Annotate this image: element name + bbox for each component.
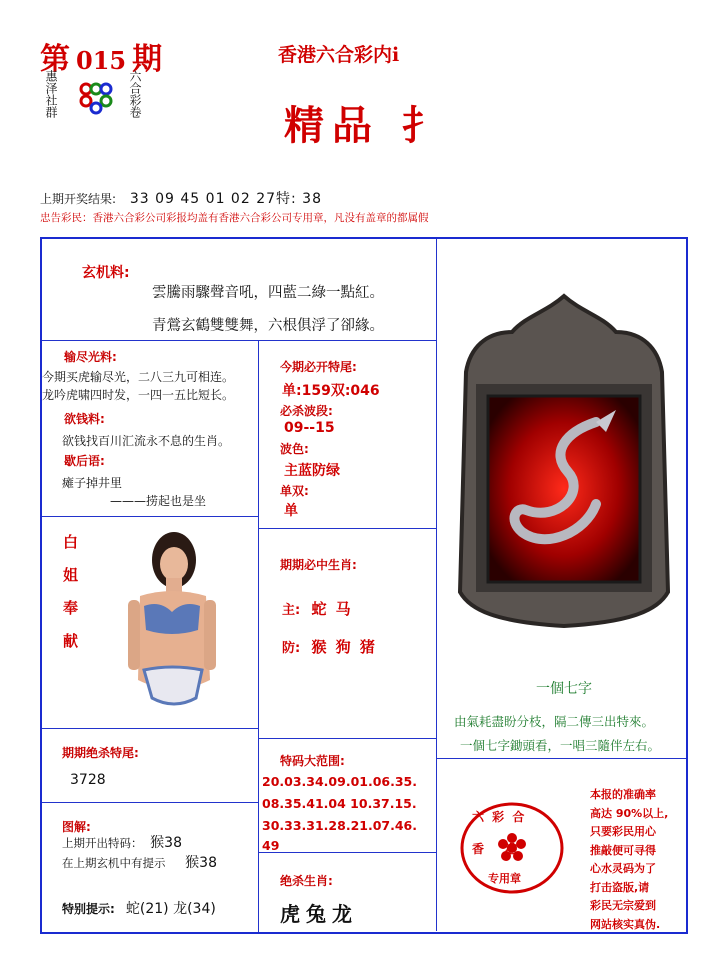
xiehou-line-1: 瘫子掉井里 (62, 476, 123, 490)
wave-label: 必杀波段: (280, 404, 333, 418)
xiehou-line-2: ———捞起也是坐 (110, 494, 207, 508)
girl-caption: 白姐奉献 (61, 534, 79, 666)
range-row-2: 08.35.41.04 10.37.15. (262, 796, 417, 811)
xuanji-line-2: 青鶯玄鶴雙雙舞，六根俱浮了卻緣。 (152, 318, 384, 334)
xuanji-label: 玄机料: (82, 265, 130, 281)
tujie-line-2-value: 猴38 (185, 855, 217, 871)
publication-title: 香港六合彩内i (278, 44, 400, 66)
single-value: 单 (284, 503, 298, 519)
dragon-frame-image (446, 292, 682, 628)
stamp-bottom-text: 专用章 (488, 872, 521, 885)
guard-value: 猴 狗 猪 (311, 638, 377, 656)
warning-notice: 忠告彩民：香港六合彩公司彩报均盖有香港六合彩公司专用章，凡没有盖章的都属假 (40, 212, 429, 224)
accuracy-line-6: 打击盗版,请 (590, 880, 650, 894)
range-label: 特码大范围: (280, 754, 345, 768)
qizi-title: 一個七字 (536, 681, 592, 697)
color-label: 波色: (280, 442, 309, 456)
last-draw-label: 上期开奖结果: (40, 192, 117, 206)
tujie-line-1 (62, 832, 182, 852)
qizi-line-1: 由氣耗盡盼分枝，隔二傳三出特來。 (454, 714, 655, 729)
main-label: 主: (282, 603, 301, 618)
shengxiao-main (282, 598, 353, 619)
kill-tail-value: 3728 (70, 772, 106, 788)
issue-title (40, 34, 162, 78)
kill-zodiac-value: 虎兔龙 (280, 902, 358, 926)
divider (258, 738, 436, 739)
color-value: 主蓝防绿 (284, 463, 340, 479)
tujie-line-1-text: 上期开出特码： (62, 836, 143, 850)
accuracy-line-5: 心水灵码为了 (590, 862, 656, 875)
xuanji-line-1: 雲騰雨驟聲音吼，四藍二綠一點紅。 (152, 285, 384, 301)
yuqian-text: 欲钱找百川汇流永不息的生肖。 (62, 434, 231, 448)
right-vertical-text: 六合彩卷 (128, 70, 142, 118)
divider (258, 340, 259, 932)
issue-suffix: 期 (132, 42, 163, 77)
range-row-4: 49 (262, 838, 280, 853)
shengxiao-guard (282, 636, 377, 657)
accuracy-line-2: 高达 90%以上, (590, 806, 669, 820)
kill-tail-label: 期期绝杀特尾: (62, 746, 139, 760)
today-tail-label: 今期必开特尾: (280, 360, 357, 374)
main-value: 蛇 马 (311, 600, 353, 618)
divider (42, 340, 436, 341)
shujin-line-2: 龙吟虎啸四时发，一四一五比短长。 (42, 388, 235, 402)
range-row-1: 20.03.34.09.01.06.35. (262, 774, 418, 789)
tip-label: 特别提示: (62, 902, 115, 916)
accuracy-line-4: 推敲便可寻得 (590, 843, 656, 857)
last-draw-numbers: 33 09 45 01 02 27特: 38 (129, 191, 322, 207)
big-title: 精品 扌 (284, 102, 450, 149)
wave-value: 09--15 (284, 420, 335, 436)
tujie-line-2 (62, 852, 217, 872)
accuracy-line-8: 网站核实真伪. (590, 917, 661, 931)
divider (258, 852, 436, 853)
issue-number: 015 (76, 46, 127, 75)
issue-prefix: 第 (40, 42, 70, 77)
rings-logo (78, 80, 114, 116)
kill-zodiac-label: 绝杀生肖: (280, 874, 333, 888)
range-row-3: 30.33.31.28.21.07.46. (262, 818, 418, 833)
stamp-top-text: 六 彩 合 (472, 810, 527, 824)
divider (42, 728, 258, 729)
yuqian-label: 欲钱料: (64, 412, 105, 426)
xiehou-label: 歇后语: (64, 454, 105, 468)
left-vertical-text: 惠泽社群 (44, 70, 58, 118)
shujin-line-1: 今期买虎输尽光，二八三九可相连。 (42, 370, 235, 384)
divider (42, 516, 258, 517)
single-label: 单双: (280, 484, 309, 498)
today-tail-value: 单:159双:046 (282, 383, 380, 399)
model-photo (122, 530, 218, 716)
divider (436, 239, 437, 931)
divider (436, 758, 686, 759)
tujie-line-1-value: 猴38 (150, 835, 182, 851)
accuracy-line-7: 彩民无宗爱到 (590, 899, 656, 912)
guard-label: 防: (282, 641, 301, 656)
accuracy-line-3: 只要彩民用心 (590, 825, 656, 838)
stamp-middle-text: 香 港 (472, 842, 517, 856)
tujie-label: 图解: (62, 820, 91, 834)
special-tip (62, 898, 216, 918)
divider (42, 802, 258, 803)
tujie-line-2-text: 在上期玄机中有提示 (62, 856, 166, 870)
divider (258, 528, 436, 529)
last-draw-row (40, 188, 322, 208)
accuracy-note (590, 786, 668, 934)
shengxiao-label: 期期必中生肖: (280, 558, 357, 572)
qizi-line-2: 一個七字鋤頭看，一唱三隨伴左右。 (460, 738, 661, 753)
tip-value: 蛇(21) 龙(34) (125, 901, 216, 917)
shujin-label: 输尽光料: (64, 350, 117, 364)
accuracy-line-1: 本报的准确率 (590, 788, 656, 801)
